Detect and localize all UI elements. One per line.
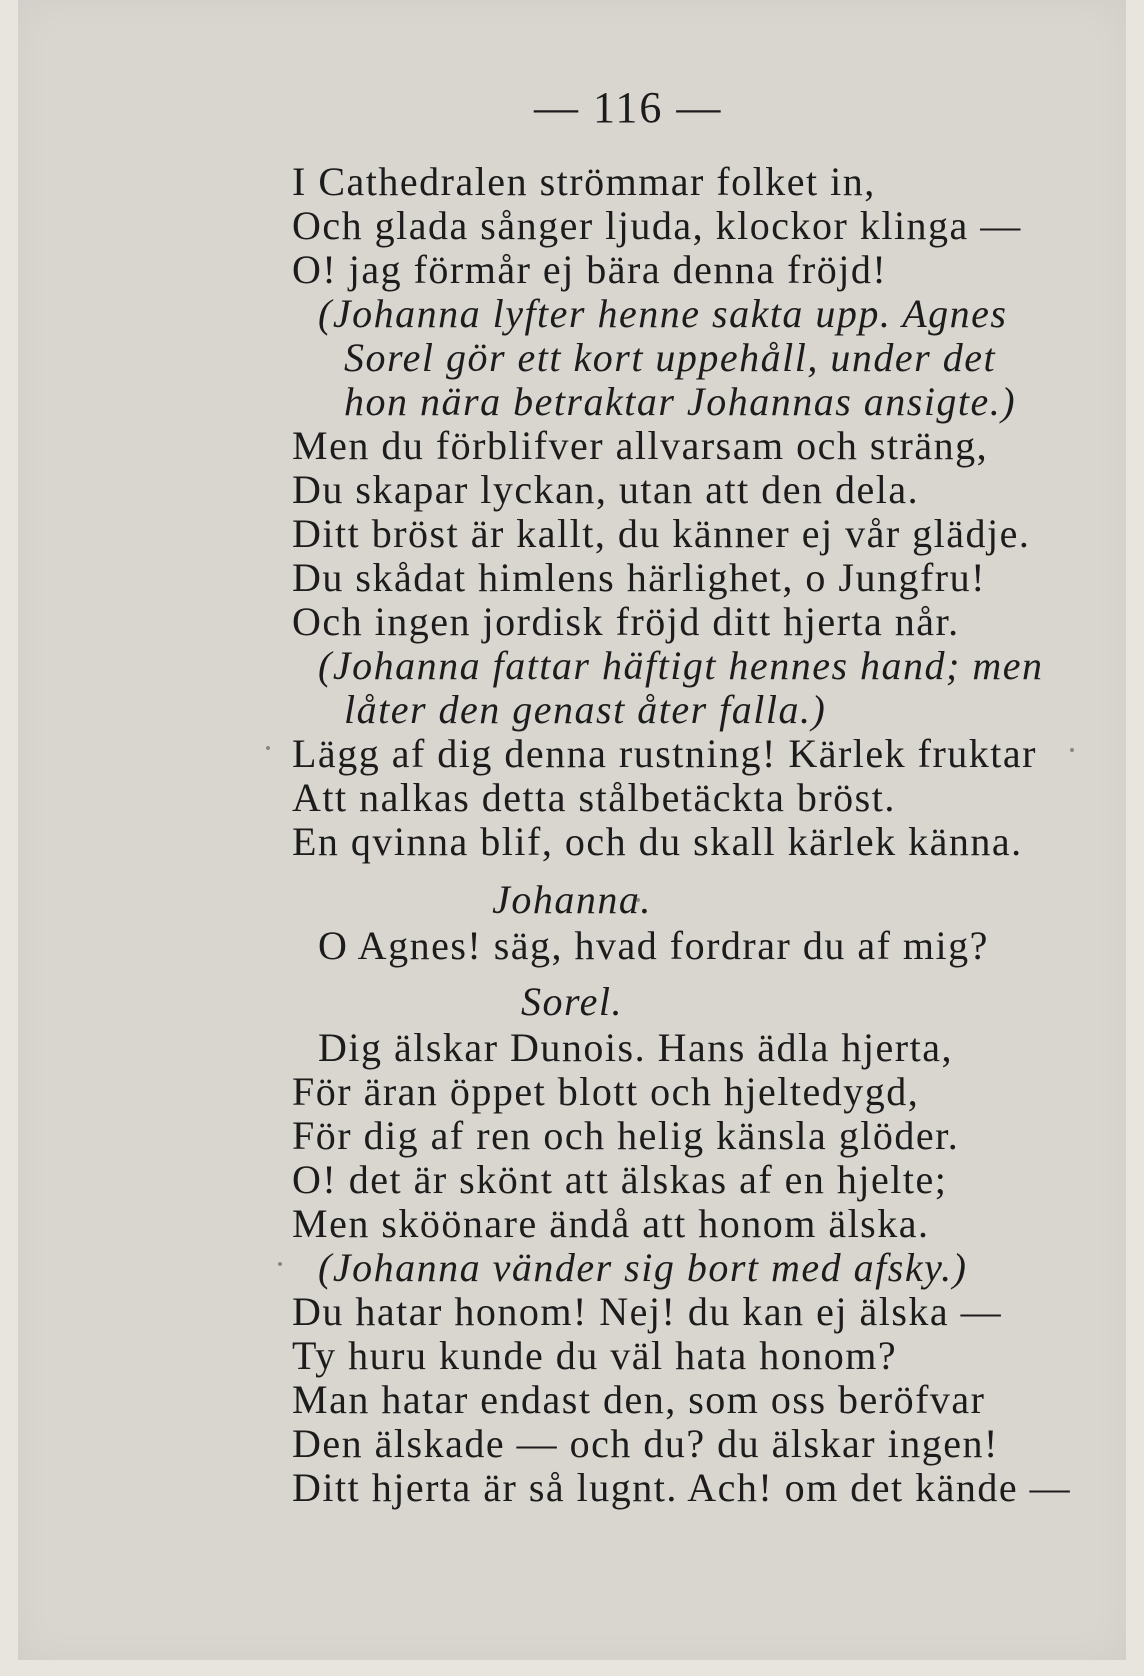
page-number: — 116 — <box>534 83 723 132</box>
verse-line: Och ingen jordisk fröjd ditt hjerta når. <box>292 599 960 644</box>
verse-line: Och glada sånger ljuda, klockor klinga — <box>292 203 1022 248</box>
verse-line: I Cathedralen strömmar folket in, <box>292 159 876 204</box>
stage-direction: låter den genast åter falla.) <box>344 687 827 732</box>
verse-line: Du hatar honom! Nej! du kan ej älska — <box>292 1289 1003 1334</box>
verse-line: Ditt hjerta är så lugnt. Ach! om det kände — <box>292 1465 1072 1510</box>
verse-line: Den älskade — och du? du älskar ingen! <box>292 1421 999 1466</box>
stage-direction: (Johanna vänder sig bort med afsky.) <box>318 1245 968 1290</box>
paper-speck <box>266 746 270 750</box>
verse-line: Man hatar endast den, som oss beröfvar <box>292 1377 986 1422</box>
verse-line: För dig af ren och helig känsla glöder. <box>292 1113 960 1158</box>
verse-line: Ty huru kunde du väl hata honom? <box>292 1333 898 1378</box>
verse-line: Lägg af dig denna rustning! Kärlek fruktar <box>292 731 1037 776</box>
verse-line: O! jag förmår ej bära denna fröjd! <box>292 247 888 292</box>
verse-line: Dig älskar Dunois. Hans ädla hjerta, <box>318 1025 953 1070</box>
paper-speck <box>278 1262 282 1266</box>
paper-speck <box>1070 748 1074 752</box>
stage-direction: hon nära betraktar Johannas ansigte.) <box>344 379 1017 424</box>
stage-direction: (Johanna fattar häftigt hennes hand; men <box>318 643 1044 688</box>
verse-line: Att nalkas detta stålbetäckta bröst. <box>292 775 896 820</box>
verse-line: Men du förblifver allvarsam och sträng, <box>292 423 989 468</box>
speaker-name-sorel: Sorel. <box>521 979 623 1024</box>
paper-speck <box>636 898 640 902</box>
verse-line: Du skådat himlens härlighet, o Jungfru! <box>292 555 986 600</box>
stage-direction: Sorel gör ett kort uppehåll, under det <box>344 335 997 380</box>
verse-line: Men sköönare ändå att honom älska. <box>292 1201 930 1246</box>
verse-line: O! det är skönt att älskas af en hjelte; <box>292 1157 948 1202</box>
speaker-name-johanna: Johanna. <box>492 877 652 922</box>
verse-line: Du skapar lyckan, utan att den dela. <box>292 467 920 512</box>
verse-line: En qvinna blif, och du skall kärlek känna. <box>292 819 1023 864</box>
stage-direction: (Johanna lyfter henne sakta upp. Agnes <box>318 291 1008 336</box>
verse-line: Ditt bröst är kallt, du känner ej vår glädje. <box>292 511 1031 556</box>
verse-line: För äran öppet blott och hjeltedygd, <box>292 1069 920 1114</box>
verse-line: O Agnes! säg, hvad fordrar du af mig? <box>318 923 989 968</box>
